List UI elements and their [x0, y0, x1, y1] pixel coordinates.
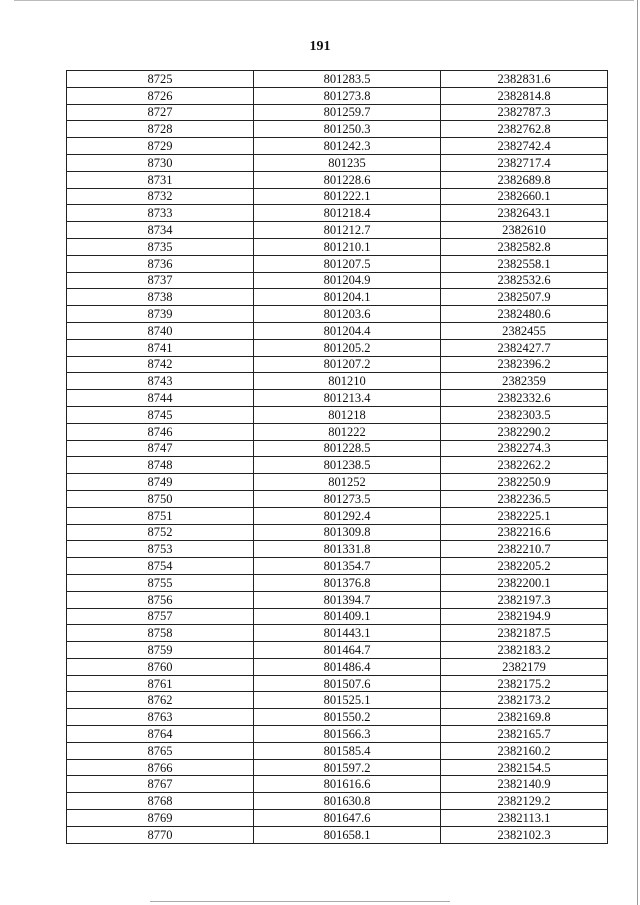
x-coordinate-cell: 801550.2: [254, 709, 441, 726]
table-row: [67, 71, 608, 88]
table-row: [67, 726, 608, 743]
point-number-cell: 8726: [67, 87, 254, 104]
x-coordinate-cell: 801210.1: [254, 238, 441, 255]
table-row: [67, 524, 608, 541]
y-coordinate-cell: 2382183.2: [441, 642, 608, 659]
page-edge-bottom: [150, 901, 450, 902]
x-coordinate-cell: 801616.6: [254, 776, 441, 793]
point-number-cell: 8754: [67, 558, 254, 575]
y-coordinate-cell: 2382610: [441, 222, 608, 239]
point-number-cell: 8761: [67, 675, 254, 692]
point-number-cell: 8743: [67, 373, 254, 390]
y-coordinate-cell: 2382140.9: [441, 776, 608, 793]
x-coordinate-cell: 801464.7: [254, 642, 441, 659]
x-coordinate-cell: 801203.6: [254, 306, 441, 323]
point-number-cell: 8759: [67, 642, 254, 659]
table-row: [67, 222, 608, 239]
x-coordinate-cell: 801409.1: [254, 608, 441, 625]
y-coordinate-cell: 2382113.1: [441, 810, 608, 827]
x-coordinate-cell: 801204.1: [254, 289, 441, 306]
x-coordinate-cell: 801218.4: [254, 205, 441, 222]
table-row: [67, 793, 608, 810]
coordinates-table: [66, 70, 608, 844]
y-coordinate-cell: 2382179: [441, 658, 608, 675]
point-number-cell: 8753: [67, 541, 254, 558]
x-coordinate-cell: 801443.1: [254, 625, 441, 642]
point-number-cell: 8731: [67, 171, 254, 188]
x-coordinate-cell: 801228.5: [254, 440, 441, 457]
table-row: [67, 625, 608, 642]
table-row: [67, 188, 608, 205]
table-row: [67, 675, 608, 692]
point-number-cell: 8737: [67, 272, 254, 289]
y-coordinate-cell: 2382200.1: [441, 574, 608, 591]
y-coordinate-cell: 2382660.1: [441, 188, 608, 205]
x-coordinate-cell: 801309.8: [254, 524, 441, 541]
x-coordinate-cell: 801525.1: [254, 692, 441, 709]
y-coordinate-cell: 2382205.2: [441, 558, 608, 575]
point-number-cell: 8748: [67, 457, 254, 474]
table-row: [67, 390, 608, 407]
table-row: [67, 742, 608, 759]
point-number-cell: 8746: [67, 423, 254, 440]
point-number-cell: 8756: [67, 591, 254, 608]
table-row: [67, 440, 608, 457]
point-number-cell: 8750: [67, 490, 254, 507]
table-row: [67, 373, 608, 390]
y-coordinate-cell: 2382507.9: [441, 289, 608, 306]
x-coordinate-cell: 801207.5: [254, 255, 441, 272]
table-row: [67, 423, 608, 440]
y-coordinate-cell: 2382332.6: [441, 390, 608, 407]
point-number-cell: 8749: [67, 474, 254, 491]
page-edge-right: [637, 0, 638, 905]
x-coordinate-cell: 801242.3: [254, 138, 441, 155]
x-coordinate-cell: 801292.4: [254, 507, 441, 524]
table-row: [67, 541, 608, 558]
table-row: [67, 87, 608, 104]
point-number-cell: 8766: [67, 759, 254, 776]
point-number-cell: 8738: [67, 289, 254, 306]
x-coordinate-cell: 801222: [254, 423, 441, 440]
table-row: [67, 709, 608, 726]
page-number: 191: [309, 39, 331, 54]
y-coordinate-cell: 2382689.8: [441, 171, 608, 188]
y-coordinate-cell: 2382787.3: [441, 104, 608, 121]
y-coordinate-cell: 2382197.3: [441, 591, 608, 608]
table-row: [67, 826, 608, 843]
x-coordinate-cell: 801283.5: [254, 71, 441, 88]
x-coordinate-cell: 801486.4: [254, 658, 441, 675]
table-row: [67, 759, 608, 776]
x-coordinate-cell: 801354.7: [254, 558, 441, 575]
point-number-cell: 8745: [67, 406, 254, 423]
y-coordinate-cell: 2382175.2: [441, 675, 608, 692]
x-coordinate-cell: 801210: [254, 373, 441, 390]
y-coordinate-cell: 2382359: [441, 373, 608, 390]
point-number-cell: 8725: [67, 71, 254, 88]
point-number-cell: 8762: [67, 692, 254, 709]
point-number-cell: 8744: [67, 390, 254, 407]
y-coordinate-cell: 2382643.1: [441, 205, 608, 222]
point-number-cell: 8734: [67, 222, 254, 239]
y-coordinate-cell: 2382558.1: [441, 255, 608, 272]
table-row: [67, 255, 608, 272]
y-coordinate-cell: 2382274.3: [441, 440, 608, 457]
table-row: [67, 272, 608, 289]
y-coordinate-cell: 2382396.2: [441, 356, 608, 373]
y-coordinate-cell: 2382427.7: [441, 339, 608, 356]
point-number-cell: 8735: [67, 238, 254, 255]
x-coordinate-cell: 801394.7: [254, 591, 441, 608]
y-coordinate-cell: 2382831.6: [441, 71, 608, 88]
point-number-cell: 8729: [67, 138, 254, 155]
x-coordinate-cell: 801204.9: [254, 272, 441, 289]
x-coordinate-cell: 801218: [254, 406, 441, 423]
point-number-cell: 8733: [67, 205, 254, 222]
table-row: [67, 356, 608, 373]
y-coordinate-cell: 2382154.5: [441, 759, 608, 776]
table-row: [67, 658, 608, 675]
y-coordinate-cell: 2382225.1: [441, 507, 608, 524]
point-number-cell: 8732: [67, 188, 254, 205]
y-coordinate-cell: 2382455: [441, 322, 608, 339]
x-coordinate-cell: 801647.6: [254, 810, 441, 827]
y-coordinate-cell: 2382236.5: [441, 490, 608, 507]
point-number-cell: 8768: [67, 793, 254, 810]
y-coordinate-cell: 2382173.2: [441, 692, 608, 709]
y-coordinate-cell: 2382262.2: [441, 457, 608, 474]
y-coordinate-cell: 2382303.5: [441, 406, 608, 423]
x-coordinate-cell: 801205.2: [254, 339, 441, 356]
point-number-cell: 8760: [67, 658, 254, 675]
table-row: [67, 339, 608, 356]
x-coordinate-cell: 801630.8: [254, 793, 441, 810]
y-coordinate-cell: 2382290.2: [441, 423, 608, 440]
point-number-cell: 8730: [67, 154, 254, 171]
point-number-cell: 8757: [67, 608, 254, 625]
x-coordinate-cell: 801252: [254, 474, 441, 491]
y-coordinate-cell: 2382102.3: [441, 826, 608, 843]
table-row: [67, 776, 608, 793]
y-coordinate-cell: 2382762.8: [441, 121, 608, 138]
table-row: [67, 154, 608, 171]
point-number-cell: 8727: [67, 104, 254, 121]
y-coordinate-cell: 2382129.2: [441, 793, 608, 810]
y-coordinate-cell: 2382210.7: [441, 541, 608, 558]
table-row: [67, 810, 608, 827]
x-coordinate-cell: 801204.4: [254, 322, 441, 339]
point-number-cell: 8736: [67, 255, 254, 272]
x-coordinate-cell: 801273.8: [254, 87, 441, 104]
point-number-cell: 8767: [67, 776, 254, 793]
table-row: [67, 591, 608, 608]
table-row: [67, 558, 608, 575]
point-number-cell: 8755: [67, 574, 254, 591]
table-row: [67, 457, 608, 474]
table-row: [67, 608, 608, 625]
x-coordinate-cell: 801250.3: [254, 121, 441, 138]
x-coordinate-cell: 801222.1: [254, 188, 441, 205]
table-row: [67, 692, 608, 709]
point-number-cell: 8770: [67, 826, 254, 843]
x-coordinate-cell: 801207.2: [254, 356, 441, 373]
x-coordinate-cell: 801331.8: [254, 541, 441, 558]
coordinates-table-body: [67, 71, 608, 844]
x-coordinate-cell: 801658.1: [254, 826, 441, 843]
table-row: [67, 507, 608, 524]
table-row: [67, 171, 608, 188]
table-row: [67, 642, 608, 659]
y-coordinate-cell: 2382532.6: [441, 272, 608, 289]
point-number-cell: 8740: [67, 322, 254, 339]
y-coordinate-cell: 2382582.8: [441, 238, 608, 255]
point-number-cell: 8747: [67, 440, 254, 457]
x-coordinate-cell: 801259.7: [254, 104, 441, 121]
x-coordinate-cell: 801238.5: [254, 457, 441, 474]
x-coordinate-cell: 801273.5: [254, 490, 441, 507]
x-coordinate-cell: 801228.6: [254, 171, 441, 188]
page-edge-top: [14, 0, 634, 1]
point-number-cell: 8751: [67, 507, 254, 524]
y-coordinate-cell: 2382742.4: [441, 138, 608, 155]
table-row: [67, 138, 608, 155]
x-coordinate-cell: 801507.6: [254, 675, 441, 692]
table-row: [67, 322, 608, 339]
x-coordinate-cell: 801212.7: [254, 222, 441, 239]
point-number-cell: 8764: [67, 726, 254, 743]
y-coordinate-cell: 2382187.5: [441, 625, 608, 642]
point-number-cell: 8742: [67, 356, 254, 373]
table-row: [67, 121, 608, 138]
table-row: [67, 238, 608, 255]
table-row: [67, 104, 608, 121]
table-row: [67, 406, 608, 423]
y-coordinate-cell: 2382165.7: [441, 726, 608, 743]
point-number-cell: 8758: [67, 625, 254, 642]
y-coordinate-cell: 2382216.6: [441, 524, 608, 541]
x-coordinate-cell: 801213.4: [254, 390, 441, 407]
point-number-cell: 8765: [67, 742, 254, 759]
point-number-cell: 8739: [67, 306, 254, 323]
x-coordinate-cell: 801566.3: [254, 726, 441, 743]
table-row: [67, 205, 608, 222]
point-number-cell: 8752: [67, 524, 254, 541]
table-row: [67, 490, 608, 507]
point-number-cell: 8769: [67, 810, 254, 827]
y-coordinate-cell: 2382717.4: [441, 154, 608, 171]
y-coordinate-cell: 2382194.9: [441, 608, 608, 625]
table-row: [67, 289, 608, 306]
y-coordinate-cell: 2382250.9: [441, 474, 608, 491]
point-number-cell: 8728: [67, 121, 254, 138]
table-row: [67, 306, 608, 323]
y-coordinate-cell: 2382814.8: [441, 87, 608, 104]
x-coordinate-cell: 801376.8: [254, 574, 441, 591]
table-row: [67, 574, 608, 591]
point-number-cell: 8763: [67, 709, 254, 726]
x-coordinate-cell: 801585.4: [254, 742, 441, 759]
y-coordinate-cell: 2382480.6: [441, 306, 608, 323]
y-coordinate-cell: 2382169.8: [441, 709, 608, 726]
y-coordinate-cell: 2382160.2: [441, 742, 608, 759]
table-row: [67, 474, 608, 491]
x-coordinate-cell: 801597.2: [254, 759, 441, 776]
point-number-cell: 8741: [67, 339, 254, 356]
x-coordinate-cell: 801235: [254, 154, 441, 171]
